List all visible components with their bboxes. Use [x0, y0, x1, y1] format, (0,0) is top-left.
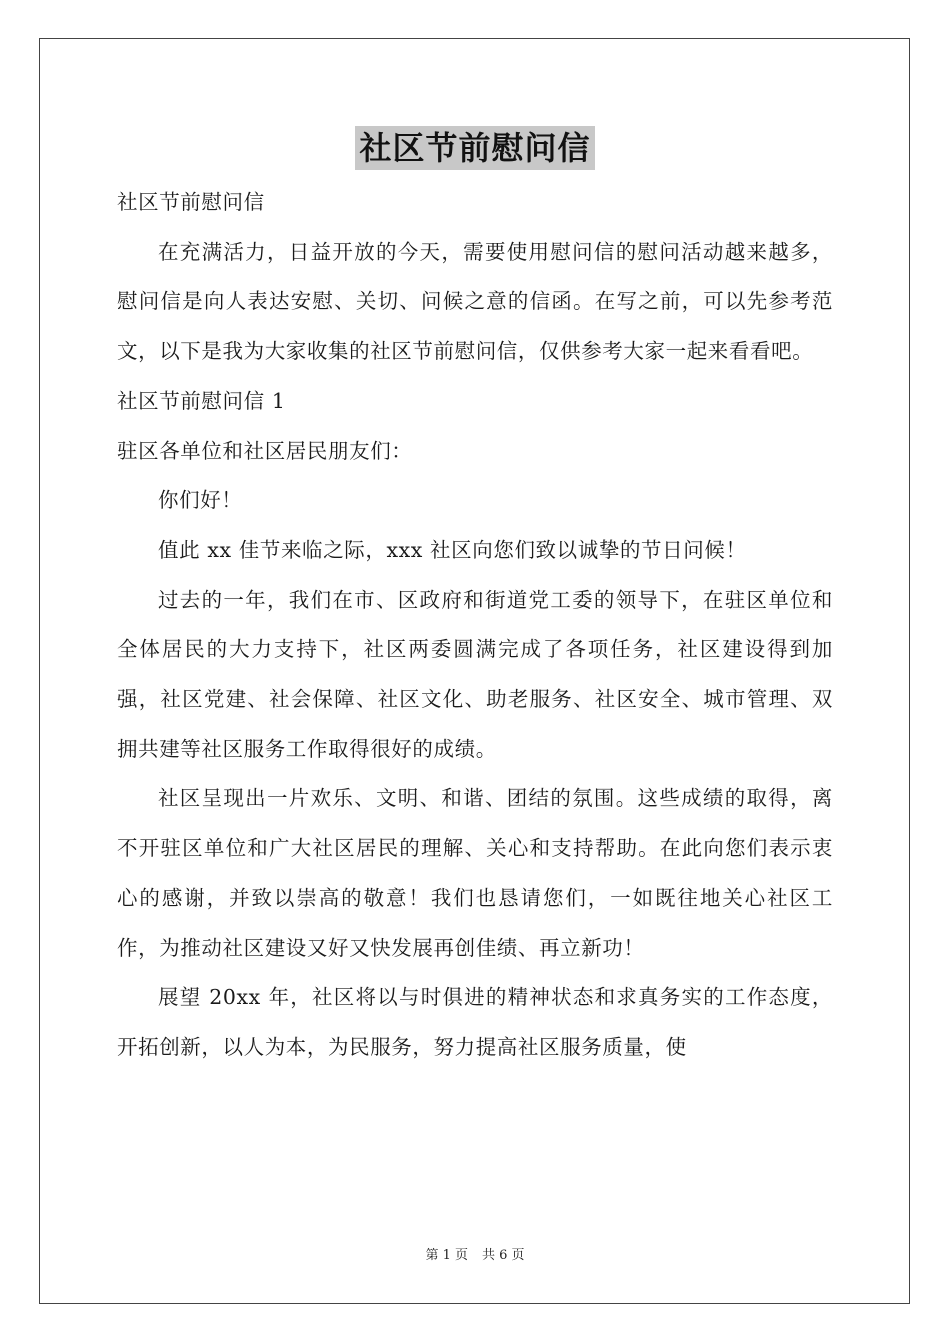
paragraph: 过去的一年，我们在市、区政府和街道党工委的领导下，在驻区单位和全体居民的大力支持下，社区两委圆满完成了各项任务，社区建设得到加强，社区党建、社会保障、社区文化、助老服务、社区安全、城市管理、双拥共建等社区服务工作取得很好的成绩。: [117, 587, 833, 761]
paragraph: 社区节前慰问信: [117, 190, 265, 214]
paragraph: 展望 20xx 年，社区将以与时俱进的精神状态和求真务实的工作态度，开拓创新，以人为本，为民服务，努力提高社区服务质量，使: [117, 985, 833, 1059]
document-body: [117, 178, 833, 1073]
title-container: [0, 126, 950, 170]
document-title: 社区节前慰问信: [355, 126, 594, 170]
paragraph: 社区节前慰问信 1: [117, 388, 286, 413]
page-total: 共 6 页: [482, 1248, 525, 1263]
paragraph: 在充满活力，日益开放的今天，需要使用慰问信的慰问活动越来越多，慰问信是向人表达安慰、关切、问候之意的信函。在写之前，可以先参考范文，以下是我为大家收集的社区节前慰问信，仅供参考大家一起来看看吧。: [117, 239, 833, 364]
paragraph: 驻区各单位和社区居民朋友们：: [117, 438, 413, 463]
page-number: 第 1 页: [425, 1248, 468, 1263]
paragraph: 值此 xx 佳节来临之际，xxx 社区向您们致以诚挚的节日问候！: [158, 537, 747, 562]
paragraph: 你们好！: [158, 488, 243, 513]
page-footer: [0, 1247, 950, 1265]
paragraph: 社区呈现出一片欢乐、文明、和谐、团结的氛围。这些成绩的取得，离不开驻区单位和广大社区居民的理解、关心和支持帮助。在此向您们表示衷心的感谢，并致以崇高的敬意！我们也恳请您们，一如既往地关心社区工作，为推动社区建设又好又快发展再创佳绩、再立新功！: [117, 786, 833, 960]
